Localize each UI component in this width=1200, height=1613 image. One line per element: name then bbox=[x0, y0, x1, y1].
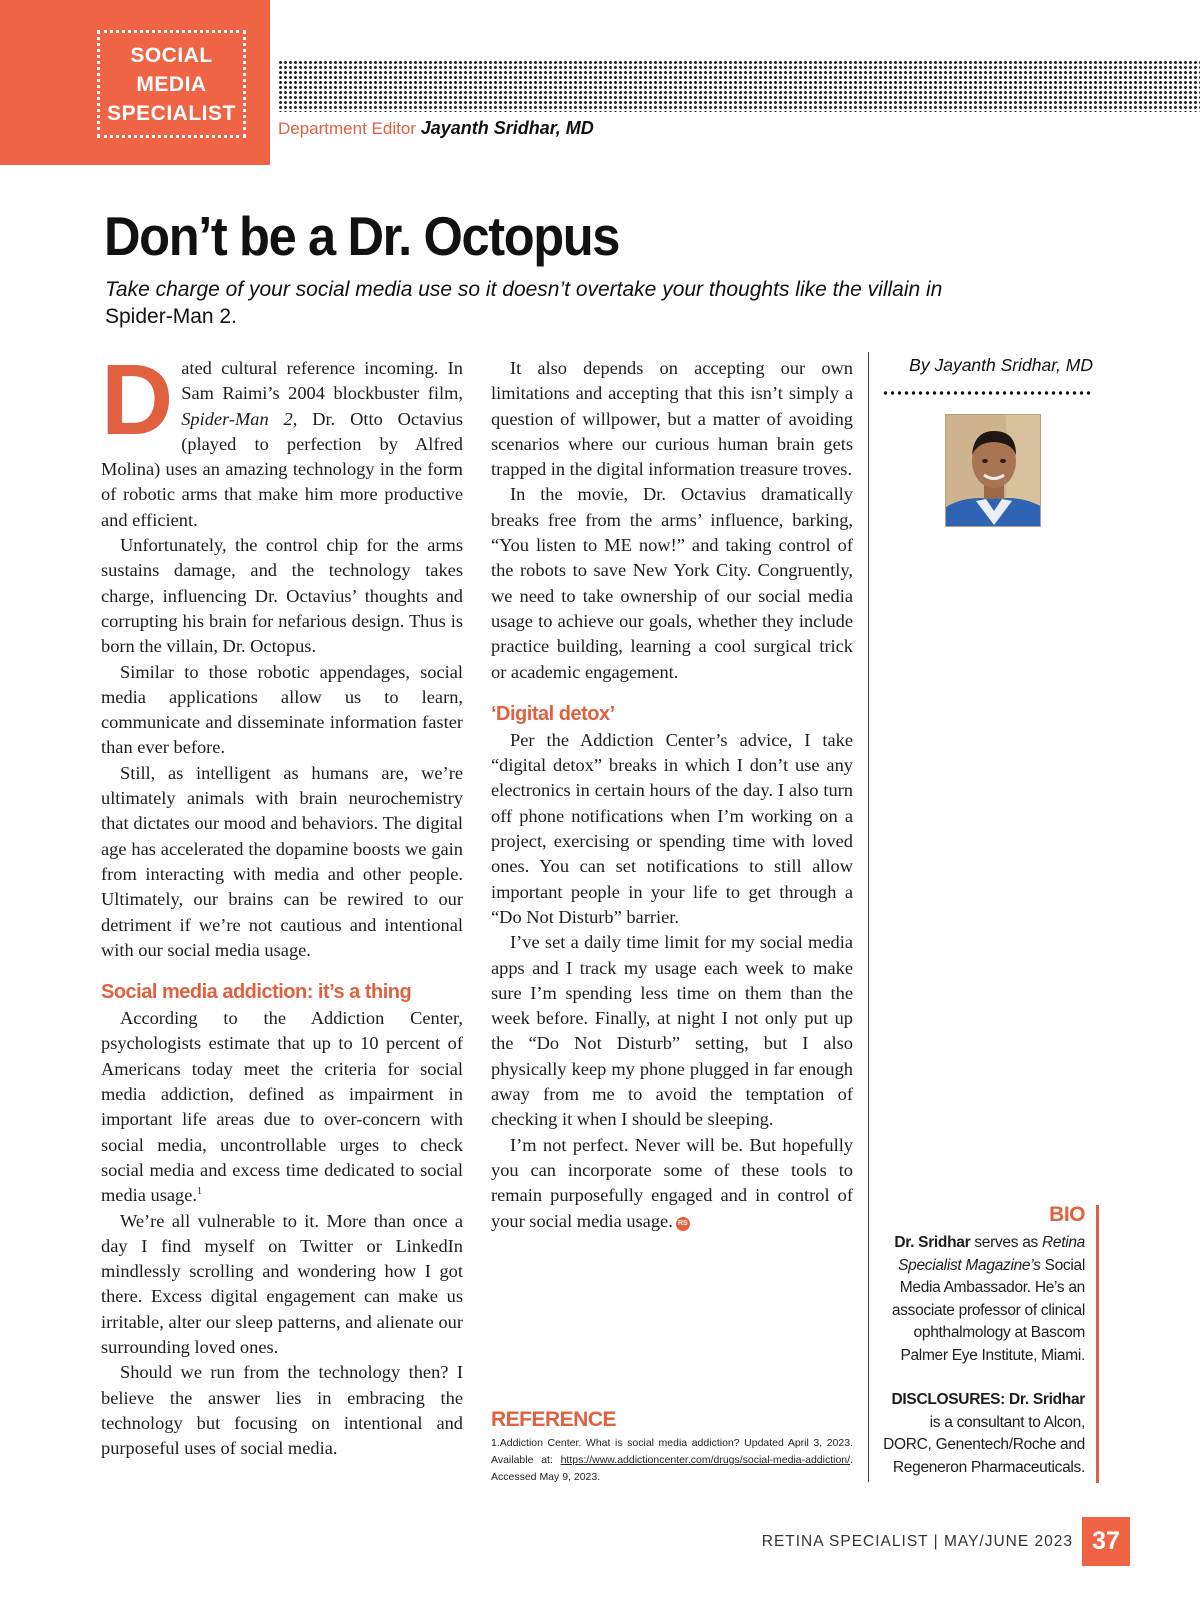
paragraph: Similar to those robotic appendages, social media applications allow us to learn, communicate and disseminate information faster than ever before. bbox=[101, 661, 463, 758]
bio-spacer bbox=[880, 1367, 1085, 1389]
article-deck bbox=[105, 276, 1005, 330]
author-portrait-icon bbox=[946, 415, 1041, 527]
deck-text: Take charge of your social media use so it doesn’t overtake your thoughts like the villain in bbox=[105, 278, 943, 301]
bio-text bbox=[880, 1232, 1085, 1479]
reference-entry bbox=[491, 1435, 853, 1486]
paragraph-text: According to the Addiction Center, psychologists estimate that up to 10 percent of Americans today meet the criteria for social media addiction, defined as impairment in important life areas due to over-concern with social media, uncontrollable urges to check social media and excess time dedicated to social media usage. bbox=[101, 1008, 463, 1206]
byline: By Jayanth Sridhar, MD bbox=[909, 355, 1093, 375]
drop-cap: D bbox=[101, 344, 174, 456]
film-title: Spider-Man 2 bbox=[181, 408, 293, 429]
subheading: Social media addiction: it’s a thing bbox=[101, 981, 412, 1004]
bio-accent-rule bbox=[1096, 1205, 1099, 1483]
section-badge bbox=[0, 0, 270, 165]
bio-magazine: Retina Specialist Magazine’s bbox=[898, 1234, 1085, 1274]
reference-heading: REFERENCE bbox=[491, 1408, 617, 1431]
bio-fragment: Social Media Ambassador. He’s an associate professor of clinical ophthalmology at Bascom Palmer Eye Institute, Miami. bbox=[891, 1256, 1085, 1364]
paragraph: I’ve set a daily time limit for my social media apps and I track my usage each week to make sure I’m spending less time on them than the week before. Finally, at night I not only put up the “Do Not Disturb” setting, but I also physically keep my phone plugged in far enough away from me to avoid the temptation of checking it when I should be sleeping. bbox=[491, 932, 853, 1130]
reference-text: 1.Addiction Center. What is social media addiction? Updated April 3, 2023. Available at: bbox=[491, 1437, 853, 1466]
article-column-1 bbox=[101, 344, 463, 1461]
paragraph: Should we run from the technology then? I believe the answer lies in embracing the technology but focusing on intentional and purposeful uses of social media. bbox=[101, 1362, 463, 1459]
disclosures-text: is a consultant to Alcon, DORC, Genentech/Roche and Regeneron Pharmaceuticals. bbox=[883, 1413, 1085, 1476]
page-number: 37 bbox=[1082, 1517, 1130, 1566]
section-badge-line: SPECIALIST bbox=[107, 101, 236, 125]
paragraph: Per the Addiction Center’s advice, I take “digital detox” breaks in which I don’t use any electronics in certain hours of the day. I also turn off phone notifications when I’m working on a project, exercising or spending time with loved ones. You can set notifications to still allow important people in your life to get through a “Do Not Disturb” barrier. bbox=[491, 729, 853, 927]
paragraph: Still, as intelligent as humans are, we’re ultimately animals with brain neurochemistry that dictates our mood and behaviors. The digital age has accelerated the dopamine boosts we gain from interacting with media and other people. Ultimately, our brains can be rewired to our detriment if we’re not cautious and intentional with our social media usage. bbox=[101, 762, 463, 960]
paragraph bbox=[101, 1006, 463, 1208]
footer-publication: RETINA SPECIALIST | MAY/JUNE 2023 bbox=[761, 1533, 1073, 1550]
paragraph-text: ated cultural reference incoming. In Sam Raimi’s 2004 blockbuster film, bbox=[181, 358, 463, 404]
section-badge-frame bbox=[97, 30, 246, 138]
column-divider bbox=[868, 352, 869, 1482]
bio-fragment: serves as bbox=[970, 1234, 1042, 1251]
bio-name: Dr. Sridhar bbox=[894, 1234, 971, 1251]
header-dot-pattern bbox=[278, 60, 1200, 112]
end-mark-icon: RS bbox=[676, 1217, 690, 1231]
disclosures-label: DISCLOSURES: Dr. Sridhar bbox=[891, 1391, 1085, 1408]
subheading: ‘Digital detox’ bbox=[491, 702, 615, 725]
paragraph-text: , Dr. Otto Octavius (played to perfection by Alfred Molina) uses an amazing technology in the form of robotic arms that make him more productive and efficient. bbox=[101, 408, 463, 530]
department-editor-line bbox=[278, 118, 594, 139]
department-editor-label: Department Editor bbox=[278, 119, 416, 138]
section-badge-line: SOCIAL bbox=[130, 43, 213, 67]
footnote-marker: 1 bbox=[197, 1186, 203, 1198]
paragraph bbox=[101, 344, 463, 533]
paragraph: We’re all vulnerable to it. More than once a day I find myself on Twitter or LinkedIn mindlessly scrolling and wondering how I got there. Excess digital engagement can make us irritable, alter our sleep patterns, and alienate our surrounding loved ones. bbox=[101, 1210, 463, 1357]
section-badge-line: MEDIA bbox=[136, 72, 207, 96]
reference-text: . Accessed May 9, 2023. bbox=[491, 1454, 853, 1483]
deck-film-title: Spider-Man 2. bbox=[105, 305, 237, 328]
department-editor-name: Jayanth Sridhar, MD bbox=[420, 118, 594, 138]
bio-paragraph bbox=[880, 1232, 1085, 1367]
byline-dot-rule bbox=[882, 390, 1092, 396]
paragraph-text: I’m not perfect. Never will be. But hopefully you can incorporate some of these tools to remain purposefully engaged and in control of your social media usage. bbox=[491, 1134, 853, 1231]
bio-heading: BIO bbox=[1049, 1203, 1085, 1226]
author-photo bbox=[945, 414, 1041, 527]
paragraph bbox=[491, 1133, 853, 1234]
article-title: Don’t be a Dr. Octopus bbox=[104, 205, 620, 267]
paragraph: Unfortunately, the control chip for the arms sustains damage, and the technology takes charge, influencing Dr. Octavius’ thoughts and corrupting his brain for nefarious design. Thus is born the villain, Dr. Octopus. bbox=[101, 535, 463, 657]
reference-link[interactable]: https://www.addictioncenter.com/drugs/social-media-addiction/ bbox=[560, 1454, 851, 1466]
paragraph: In the movie, Dr. Octavius dramatically breaks free from the arms’ influence, barking, “You listen to ME now!” and taking control of the robots to save New York City. Congruently, we need to take ownership of our social media usage to achieve our goals, whether they include practice building, learning a cool surgical trick or academic engagement. bbox=[491, 484, 853, 682]
paragraph: It also depends on accepting our own limitations and accepting that this isn’t simply a question of willpower, but a matter of avoiding scenarios where our curious human brain gets trapped in the digital information treasure troves. bbox=[491, 358, 853, 480]
article-column-2 bbox=[491, 356, 853, 1234]
disclosures-paragraph bbox=[880, 1389, 1085, 1479]
